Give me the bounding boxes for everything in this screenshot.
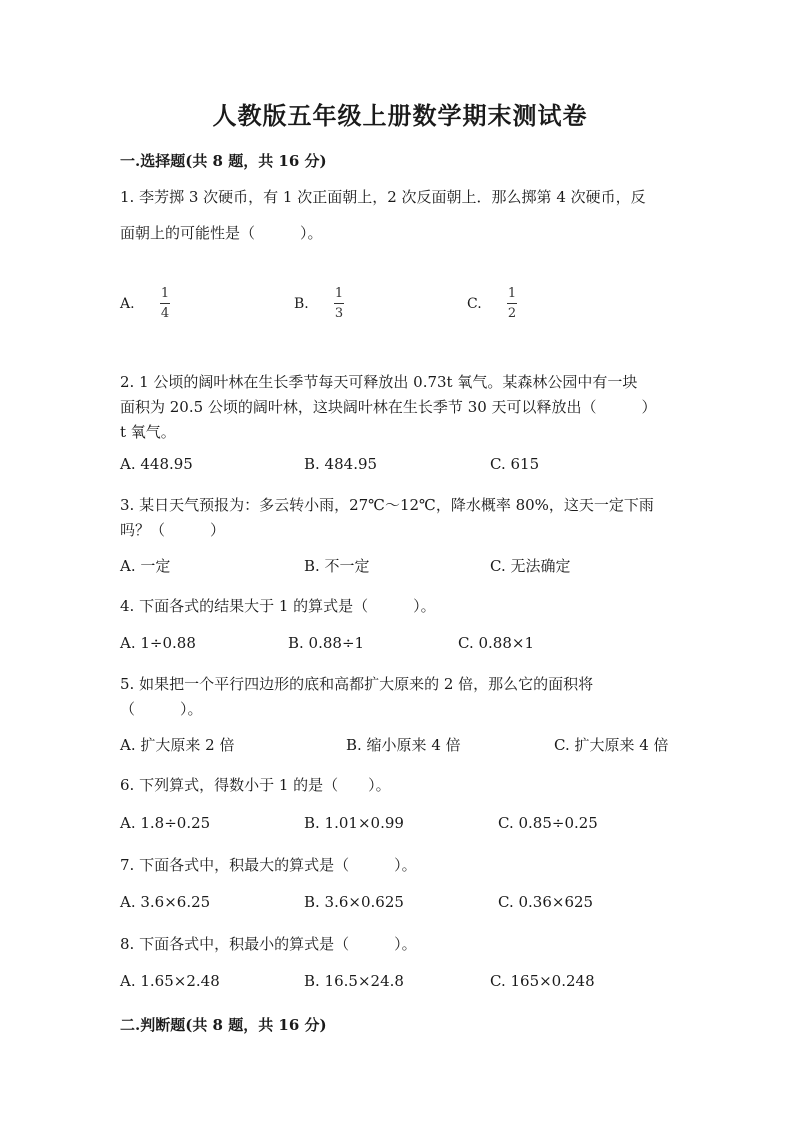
option-b[interactable]: B. 不一定 bbox=[304, 557, 370, 575]
fraction-bar bbox=[160, 303, 170, 304]
section-heading-choice: 一.选择题(共 8 题，共 16 分) bbox=[120, 152, 327, 170]
option-a[interactable]: A. 1.65×2.48 bbox=[120, 972, 220, 990]
question-2-options bbox=[120, 455, 680, 477]
question-1-line-2: 面朝上的可能性是（ ）。 bbox=[120, 224, 323, 242]
fraction-bar bbox=[507, 303, 517, 304]
option-b[interactable]: B. 0.88÷1 bbox=[288, 634, 365, 652]
question-6-line-1: 6. 下列算式，得数小于 1 的是（ ）。 bbox=[120, 776, 391, 794]
option-b[interactable]: B. 16.5×24.8 bbox=[304, 972, 404, 990]
question-3-options bbox=[120, 555, 680, 577]
denominator: 3 bbox=[334, 306, 344, 321]
fraction bbox=[160, 287, 170, 321]
question-7-line-1: 7. 下面各式中，积最大的算式是（ ）。 bbox=[120, 856, 417, 874]
option-c[interactable]: C. 0.88×1 bbox=[458, 634, 534, 652]
question-3 bbox=[120, 493, 676, 543]
option-letter: B. bbox=[294, 296, 309, 312]
question-5-line-1: 5. 如果把一个平行四边形的底和高都扩大原来的 2 倍，那么它的面积将 bbox=[120, 675, 594, 693]
question-2 bbox=[120, 370, 676, 445]
option-c[interactable]: C. 扩大原来 4 倍 bbox=[554, 736, 669, 754]
option-a[interactable]: A. 3.6×6.25 bbox=[120, 893, 211, 911]
question-5 bbox=[120, 672, 676, 722]
question-8-line-1: 8. 下面各式中，积最小的算式是（ ）。 bbox=[120, 935, 417, 953]
option-a[interactable]: A. 扩大原来 2 倍 bbox=[120, 736, 235, 754]
option-c[interactable]: C. 165×0.248 bbox=[490, 972, 595, 990]
option-a[interactable]: A. 一定 bbox=[120, 557, 171, 575]
question-1-cont bbox=[120, 221, 676, 246]
option-a[interactable]: A. 1÷0.88 bbox=[120, 634, 196, 652]
page-title: 人教版五年级上册数学期末测试卷 bbox=[212, 101, 588, 130]
question-1-options bbox=[120, 287, 680, 327]
question-4 bbox=[120, 594, 676, 619]
question-1 bbox=[120, 185, 676, 210]
option-c[interactable]: C. 无法确定 bbox=[490, 557, 571, 575]
question-7 bbox=[120, 853, 676, 878]
question-8 bbox=[120, 932, 676, 957]
question-2-line-1: 2. 1 公顷的阔叶林在生长季节每天可释放出 0.73t 氧气。某森林公园中有一块 bbox=[120, 373, 638, 391]
option-c[interactable]: C. 0.85÷0.25 bbox=[498, 814, 598, 832]
numerator: 1 bbox=[160, 286, 170, 301]
option-a[interactable]: A. 448.95 bbox=[120, 455, 193, 473]
option-b[interactable]: B. 缩小原来 4 倍 bbox=[346, 736, 461, 754]
question-8-options bbox=[120, 972, 680, 994]
numerator: 1 bbox=[334, 286, 344, 301]
option-b[interactable]: B. 3.6×0.625 bbox=[304, 893, 404, 911]
section-heading-judgment: 二.判断题(共 8 题，共 16 分) bbox=[120, 1016, 327, 1034]
question-2-line-2: 面积为 20.5 公顷的阔叶林，这块阔叶林在生长季节 30 天可以释放出（ ） bbox=[120, 398, 657, 416]
denominator: 4 bbox=[160, 306, 170, 321]
question-5-line-2: （ ）。 bbox=[120, 700, 203, 718]
option-letter: A. bbox=[120, 296, 135, 312]
numerator: 1 bbox=[507, 286, 517, 301]
option-letter: C. bbox=[467, 296, 482, 312]
question-6 bbox=[120, 773, 676, 798]
question-7-options bbox=[120, 893, 680, 915]
question-4-options bbox=[120, 634, 680, 656]
question-3-line-1: 3. 某日天气预报为：多云转小雨，27℃～12℃，降水概率 80%，这天一定下雨 bbox=[120, 496, 654, 514]
question-1-line-1: 1. 李芳掷 3 次硬币，有 1 次正面朝上，2 次反面朝上．那么掷第 4 次硬币，反 bbox=[120, 188, 646, 206]
fraction bbox=[507, 287, 517, 321]
option-c[interactable]: C. 0.36×625 bbox=[498, 893, 594, 911]
question-6-options bbox=[120, 814, 680, 836]
option-a[interactable]: A. 1.8÷0.25 bbox=[120, 814, 211, 832]
option-c[interactable]: C. 615 bbox=[490, 455, 540, 473]
denominator: 2 bbox=[507, 306, 517, 321]
fraction-bar bbox=[334, 303, 344, 304]
fraction bbox=[334, 287, 344, 321]
option-b[interactable]: B. 484.95 bbox=[304, 455, 378, 473]
question-3-line-2: 吗？（ ） bbox=[120, 521, 226, 539]
question-5-options bbox=[120, 734, 680, 756]
question-2-line-3: t 氧气。 bbox=[120, 423, 176, 441]
option-b[interactable]: B. 1.01×0.99 bbox=[304, 814, 404, 832]
question-4-line-1: 4. 下面各式的结果大于 1 的算式是（ ）。 bbox=[120, 597, 436, 615]
